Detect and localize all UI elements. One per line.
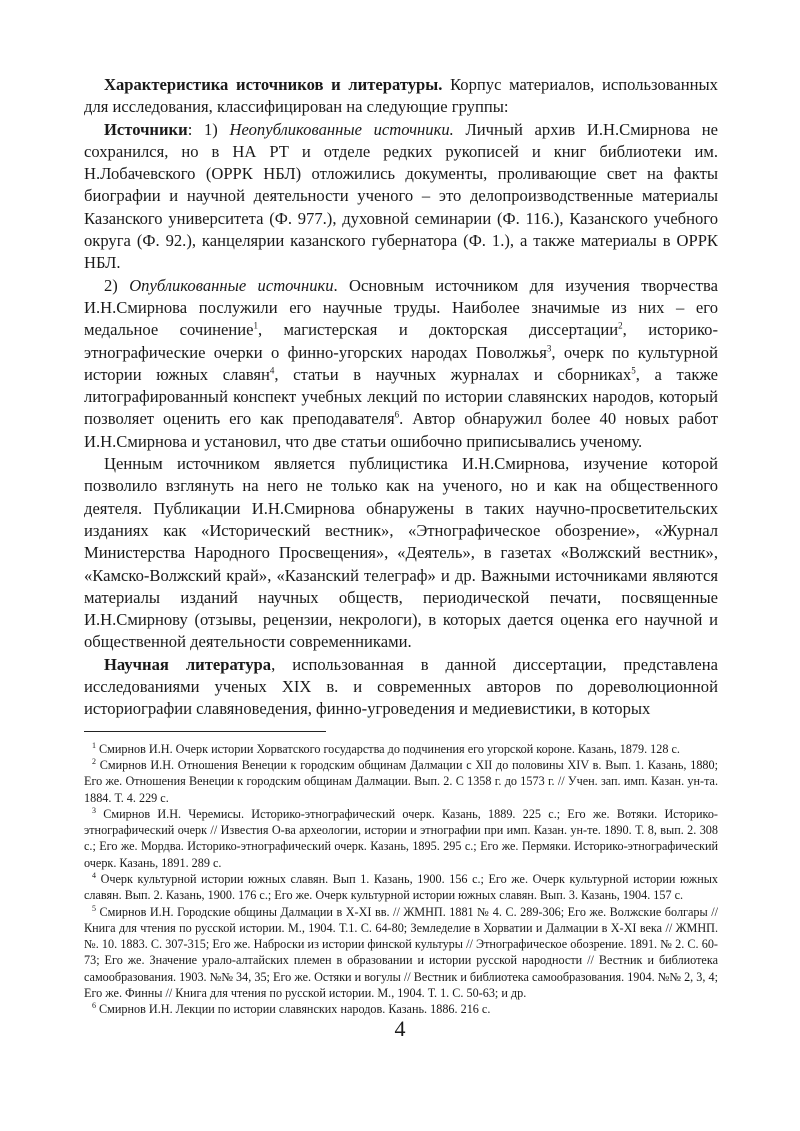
document-page: [84, 74, 718, 1018]
footnote-separator: [84, 731, 326, 732]
footnote-ref[interactable]: 4: [269, 365, 275, 376]
footnote-4: $^4$ Очерк культурной истории южных славян. Вып 1. Казань, 1900. 156 с.; Его же. Очерк культурной истории южных славян. Вып. 2. Казань, 1900. 176 с.; Его же. Очерк культурной истории южных славян. Вып. 3. Казань, 1904. 157 с.: [84, 870, 718, 903]
footnotes: [84, 741, 718, 1018]
page-number: 4: [394, 1016, 406, 1041]
footnote-ref[interactable]: 6: [394, 409, 400, 420]
paragraph-published-sources: 2) Опубликованные источники. Основным источником для изучения творчества И.Н.Смирнова послужили его научные труды. Наиболее значимые из них – его медальное сочинение$^1$, магистерская и докторская диссертации$^2$, историко-этнографические очерки о финно-угорских народах Поволжья$^3$, очерк по культурной истории южных славян$^4$, статьи в научных журналах и сборниках$^5$, а также литографированный конспект учебных лекций по истории славянских народов, который позволяет оценить его как преподавателя$^6$. Автор обнаружил более 40 новых работ И.Н.Смирнова и установил, что две статьи ошибочно приписывались ученому.: [84, 275, 719, 451]
footnote-ref[interactable]: 3: [546, 343, 552, 354]
paragraph-publicistics: Ценным источником является публицистика И.Н.Смирнова, изучение которой позволило взглянуть на него не только как на ученого, но и как на общественного деятеля. Публикации И.Н.Смирнова обнаружены в таких научно-просветительских изданиях как «Исторический вестник», «Этнографическое обозрение», «Журнал Министерства Народного Просвещения», «Деятель», в газетах «Волжский вестник», «Камско-Волжский край», «Казанский телеграф» и др. Важными источниками являются материалы изданий научных обществ, периодической печати, посвященные И.Н.Смирнову (отзывы, рецензии, некрологи), в которых дается оценка его научной и общественной деятельности современниками.: [84, 454, 718, 652]
paragraph-intro: Характеристика источников и литературы. Корпус материалов, использованных для исследования, классифицирован на следующие группы:: [84, 75, 718, 117]
footnote-5: $^5$ Смирнов И.Н. Городские общины Далмации в X-XI вв. // ЖМНП. 1881 № 4. С. 289-306; Его же. Волжские болгары // Книга для чтения по русской истории. М., 1904. Т.1. С. 64-80; Земледелие в Хорватии и Далмации в X-XI века // ЖМНП. №. 10. 1883. С. 307-315; Его же. Наброски из истории финской культуры // Этнографическое обозрение. 1891. № 2. С. 60-73; Его же. Значение урало-алтайских племен в образовании и истории русской народности // Вестник и библиотека самообразования. 1903. №№ 34, 35; Его же. Остяки и вогулы // Вестник и библиотека самообразования. 1904. №№ 2, 3, 4; Его же. Финны // Книга для чтения по русской истории. М., 1904. Т. 1. С. 50-63; и др.: [84, 903, 719, 1001]
section-heading: Характеристика источников и литературы.: [104, 75, 443, 94]
sources-label: Источники: [104, 119, 188, 139]
main-text: [84, 74, 718, 721]
paragraph-unpublished-sources: Источники: 1) Неопубликованные источники. Личный архив И.Н.Смирнова не сохранился, но в НА РТ и отделе редких рукописей и книг библиотеки им. Н.Лобачевского (ОРРК НБЛ) отложились документы, проливающие свет на факты биографии и научной деятельности ученого – это делопроизводственные материалы Казанского университета (Ф. 977.), духовной семинарии (Ф. 116.), Казанского учебного округа (Ф. 92.), канцелярии казанского губернатора (Ф. 1.), а также материалы в ОРРК НБЛ.: [84, 119, 719, 273]
footnote-1: $^1$ Смирнов И.Н. Очерк истории Хорватского государства до подчинения его угорской короне. Казань, 1879. 128 с.: [92, 740, 680, 756]
footnote-6: $^6$ Смирнов И.Н. Лекции по истории славянских народов. Казань. 1886. 216 с.: [92, 1001, 491, 1017]
footnote-ref[interactable]: 2: [618, 320, 623, 331]
footnote-ref[interactable]: 5: [631, 365, 636, 376]
footnote-ref[interactable]: 1: [253, 320, 258, 331]
footnote-3: $^3$ Смирнов И.Н. Черемисы. Историко-этнографический очерк. Казань, 1889. 225 с.; Его же. Вотяки. Историко-этнографический очерк // Известия О-ва археологии, истории и этнографии при имп. Казан. ун-те. 1890. Т. 8, вып. 2. 308 с.; Его же. Мордва. Историко-этнографический очерк. Казань, 1895. 295 с.; Его же. Пермяки. Историко-этнографический очерк. Казань, 1891. 289 с.: [84, 805, 718, 870]
footnote-2: $^2$ Смирнов И.Н. Отношения Венеции к городским общинам Далмации с XII до половины XIV в. Вып. 1. Казань, 1880; Его же. Отношения Венеции к городским общинам Далмации. Вып. 2. С 1358 г. до 1573 г. // Учен. зап. имп. Казан. ун-та. 1884. Т. 4. 229 с.: [84, 756, 718, 805]
literature-label: Научная литература: [104, 654, 272, 674]
paragraph-literature: Научная литература, использованная в данной диссертации, представлена исследованиями ученых XIX в. и современных авторов по дореволюционной историографии славяноведения, финно-угроведения и медиевистики, в которых: [84, 654, 718, 719]
